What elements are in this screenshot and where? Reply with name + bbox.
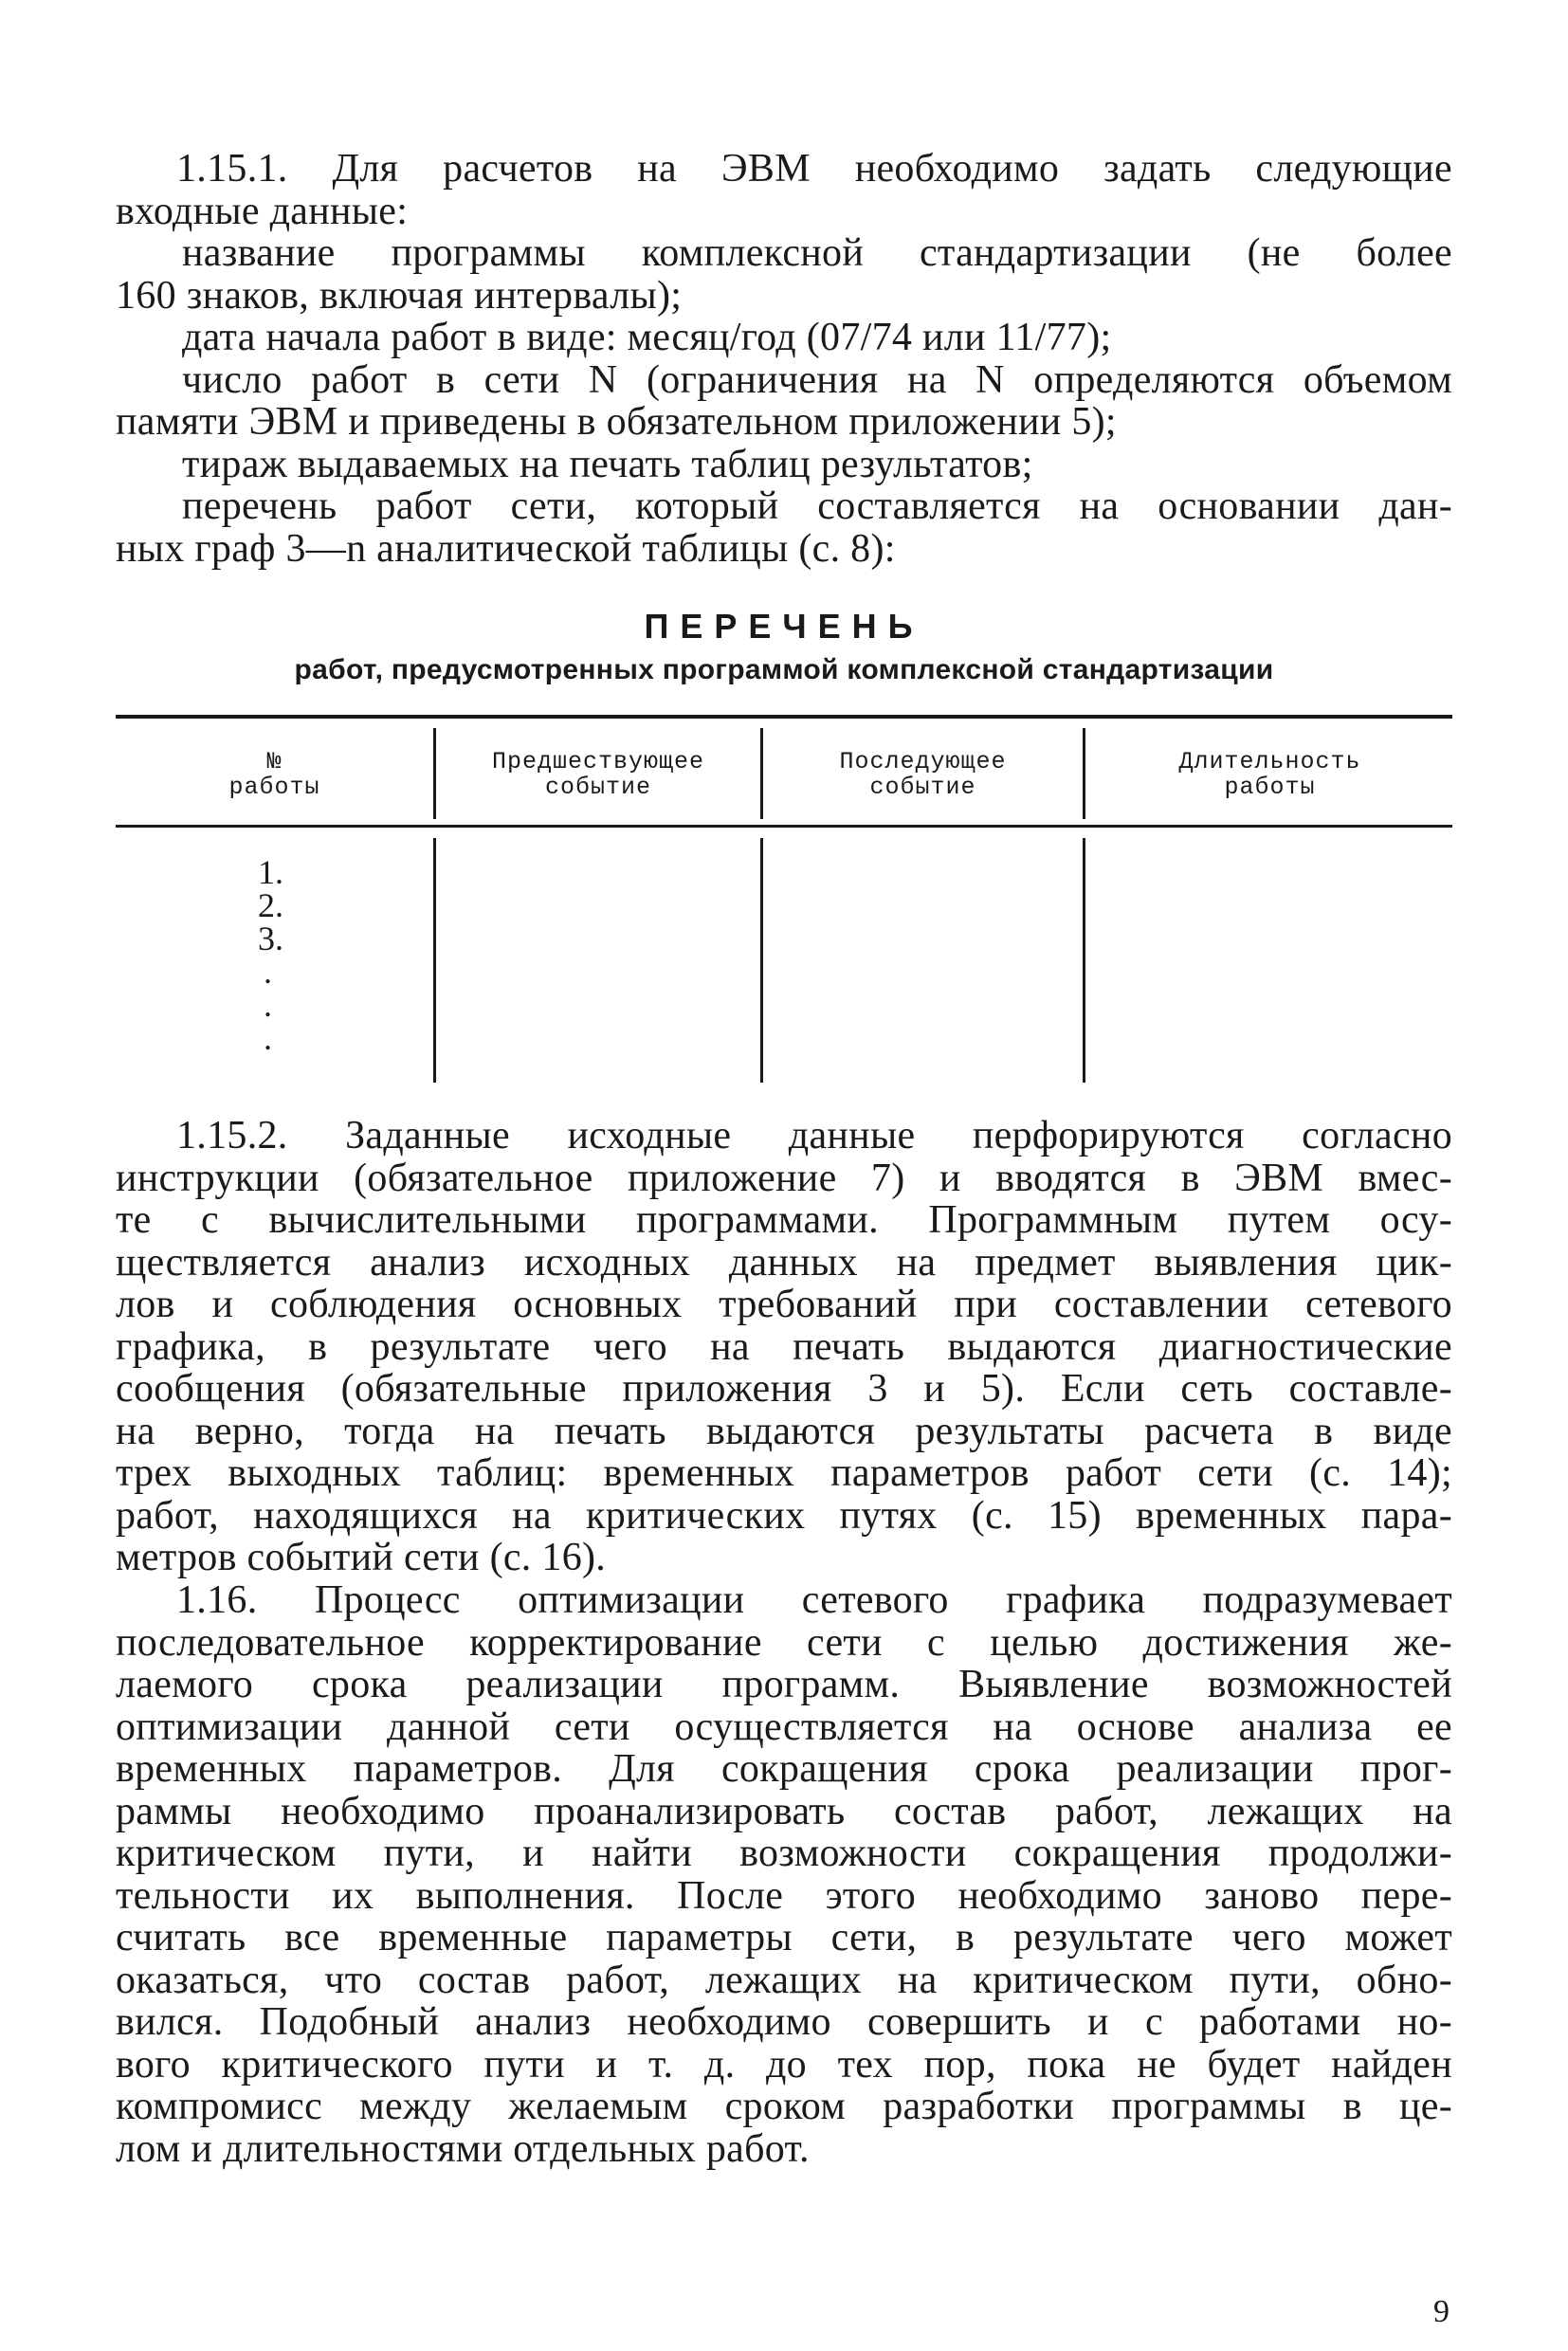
text-line: 160 знаков, включая интервалы); (116, 273, 683, 318)
text-line: критическом пути, и найти возможности сокращения продолжи- (116, 1832, 1452, 1875)
text-line: сообщения (обязательные приложения 3 и 5). Если сеть составле- (116, 1367, 1452, 1411)
table-row: 2. (258, 886, 283, 924)
text-line: компромисс между желаемым сроком разработки программы в це- (116, 2085, 1452, 2128)
table-row: . (264, 953, 272, 991)
table-column-divider (760, 728, 763, 819)
text-line: вился. Подобный анализ необходимо совершить и с работами но- (116, 2000, 1452, 2044)
table-header-line: работы (228, 774, 320, 801)
text-line: 1.15.2. Заданные исходные данные перфорируются согласно (176, 1114, 1452, 1157)
table-header-line: Предшествующее (491, 748, 705, 775)
table-row: 1. (258, 853, 283, 891)
table-row: . (264, 1019, 272, 1057)
paragraph-1-16 (116, 1579, 1452, 2170)
table-row: . (264, 986, 272, 1024)
table-column-divider (1083, 838, 1085, 1083)
table-header-cell (116, 749, 433, 800)
text-line: число работ в сети N (ограничения на N определяются объемом (182, 357, 1452, 402)
paragraph-1-15-2 (116, 1115, 1452, 1579)
list-heading: ПЕРЕЧЕНЬ (644, 607, 924, 646)
text-line: трех выходных таблиц: временных параметров работ сети (с. 14); (116, 1451, 1452, 1495)
table-column-divider (1083, 728, 1085, 819)
text-line: считать все временные параметры сети, в результате чего может (116, 1916, 1452, 1959)
table-top-rule (116, 715, 1452, 719)
text-line: 1.15.1. Для расчетов на ЭВМ необходимо задать следующие (176, 147, 1452, 191)
text-line: инструкции (обязательное приложение 7) и вводятся в ЭВМ вмес- (116, 1156, 1452, 1200)
table-header-rule (116, 825, 1452, 828)
text-line: вого критического пути и т. д. до тех пор, пока не будет найден (116, 2042, 1452, 2087)
text-line: ществляется анализ исходных данных на предмет выявления цик- (116, 1240, 1452, 1285)
table-row: 3. (258, 920, 283, 957)
table-column-divider (433, 838, 436, 1083)
text-line: графика, в результате чего на печать выдаются диагностические (116, 1324, 1452, 1369)
text-line: дата начала работ в виде: месяц/год (07/74 или 11/77); (182, 316, 1112, 359)
text-line: работ, находящихся на критических путях (с. 15) временных пара- (116, 1493, 1452, 1538)
page-number: 9 (1433, 2294, 1449, 2329)
paragraph-1-15-1 (116, 148, 1452, 570)
table-header-line: Длительность (1178, 748, 1361, 775)
table-header-cell (765, 749, 1081, 800)
table-column-divider (760, 838, 763, 1083)
table-header-line: работы (1224, 774, 1316, 801)
text-line: название программы комплексной стандартизации (не более (182, 231, 1452, 275)
text-line: тельности их выполнения. После этого необходимо заново пере- (116, 1873, 1452, 1918)
text-line: ных граф 3—n аналитической таблицы (с. 8): (116, 526, 896, 571)
works-table (116, 715, 1452, 1084)
text-line: лаемого срока реализации программ. Выявление возможностей (116, 1663, 1452, 1706)
list-subheading: работ, предусмотренных программой комплексной стандартизации (294, 654, 1274, 685)
text-line: 1.16. Процесс оптимизации сетевого графика подразумевает (176, 1578, 1452, 1622)
text-line: те с вычислительными программами. Программным путем осу- (116, 1198, 1452, 1242)
table-header-line: Последующее (839, 748, 1007, 775)
text-line: раммы необходимо проанализировать состав работ, лежащих на (116, 1789, 1452, 1833)
table-header-cell (1087, 749, 1452, 800)
text-line: оказаться, что состав работ, лежащих на критическом пути, обно- (116, 1958, 1452, 2002)
table-column-divider (433, 728, 436, 819)
text-line: памяти ЭВМ и приведены в обязательном приложении 5); (116, 400, 1117, 444)
text-line: метров событий сети (с. 16). (116, 1536, 607, 1579)
text-line: перечень работ сети, который составляется на основании дан- (182, 484, 1452, 528)
text-line: тираж выдаваемых на печать таблиц результатов; (182, 442, 1033, 486)
table-header-cell (438, 749, 758, 800)
text-line: лом и длительностями отдельных работ. (116, 2126, 810, 2171)
table-row-numbers (258, 853, 283, 1057)
text-line: последовательное корректирование сети с целью достижения же- (116, 1620, 1452, 1665)
table-header-line: событие (544, 774, 652, 801)
text-line: на верно, тогда на печать выдаются результаты расчета в виде (116, 1409, 1452, 1453)
text-line: временных параметров. Для сокращения срока реализации прог- (116, 1747, 1452, 1791)
text-line: оптимизации данной сети осуществляется на основе анализа ее (116, 1704, 1452, 1749)
text-line: лов и соблюдения основных требований при составлении сетевого (116, 1283, 1452, 1326)
table-header-line: № (266, 748, 283, 775)
table-header-line: событие (869, 774, 976, 801)
text-line: входные данные: (116, 189, 409, 233)
